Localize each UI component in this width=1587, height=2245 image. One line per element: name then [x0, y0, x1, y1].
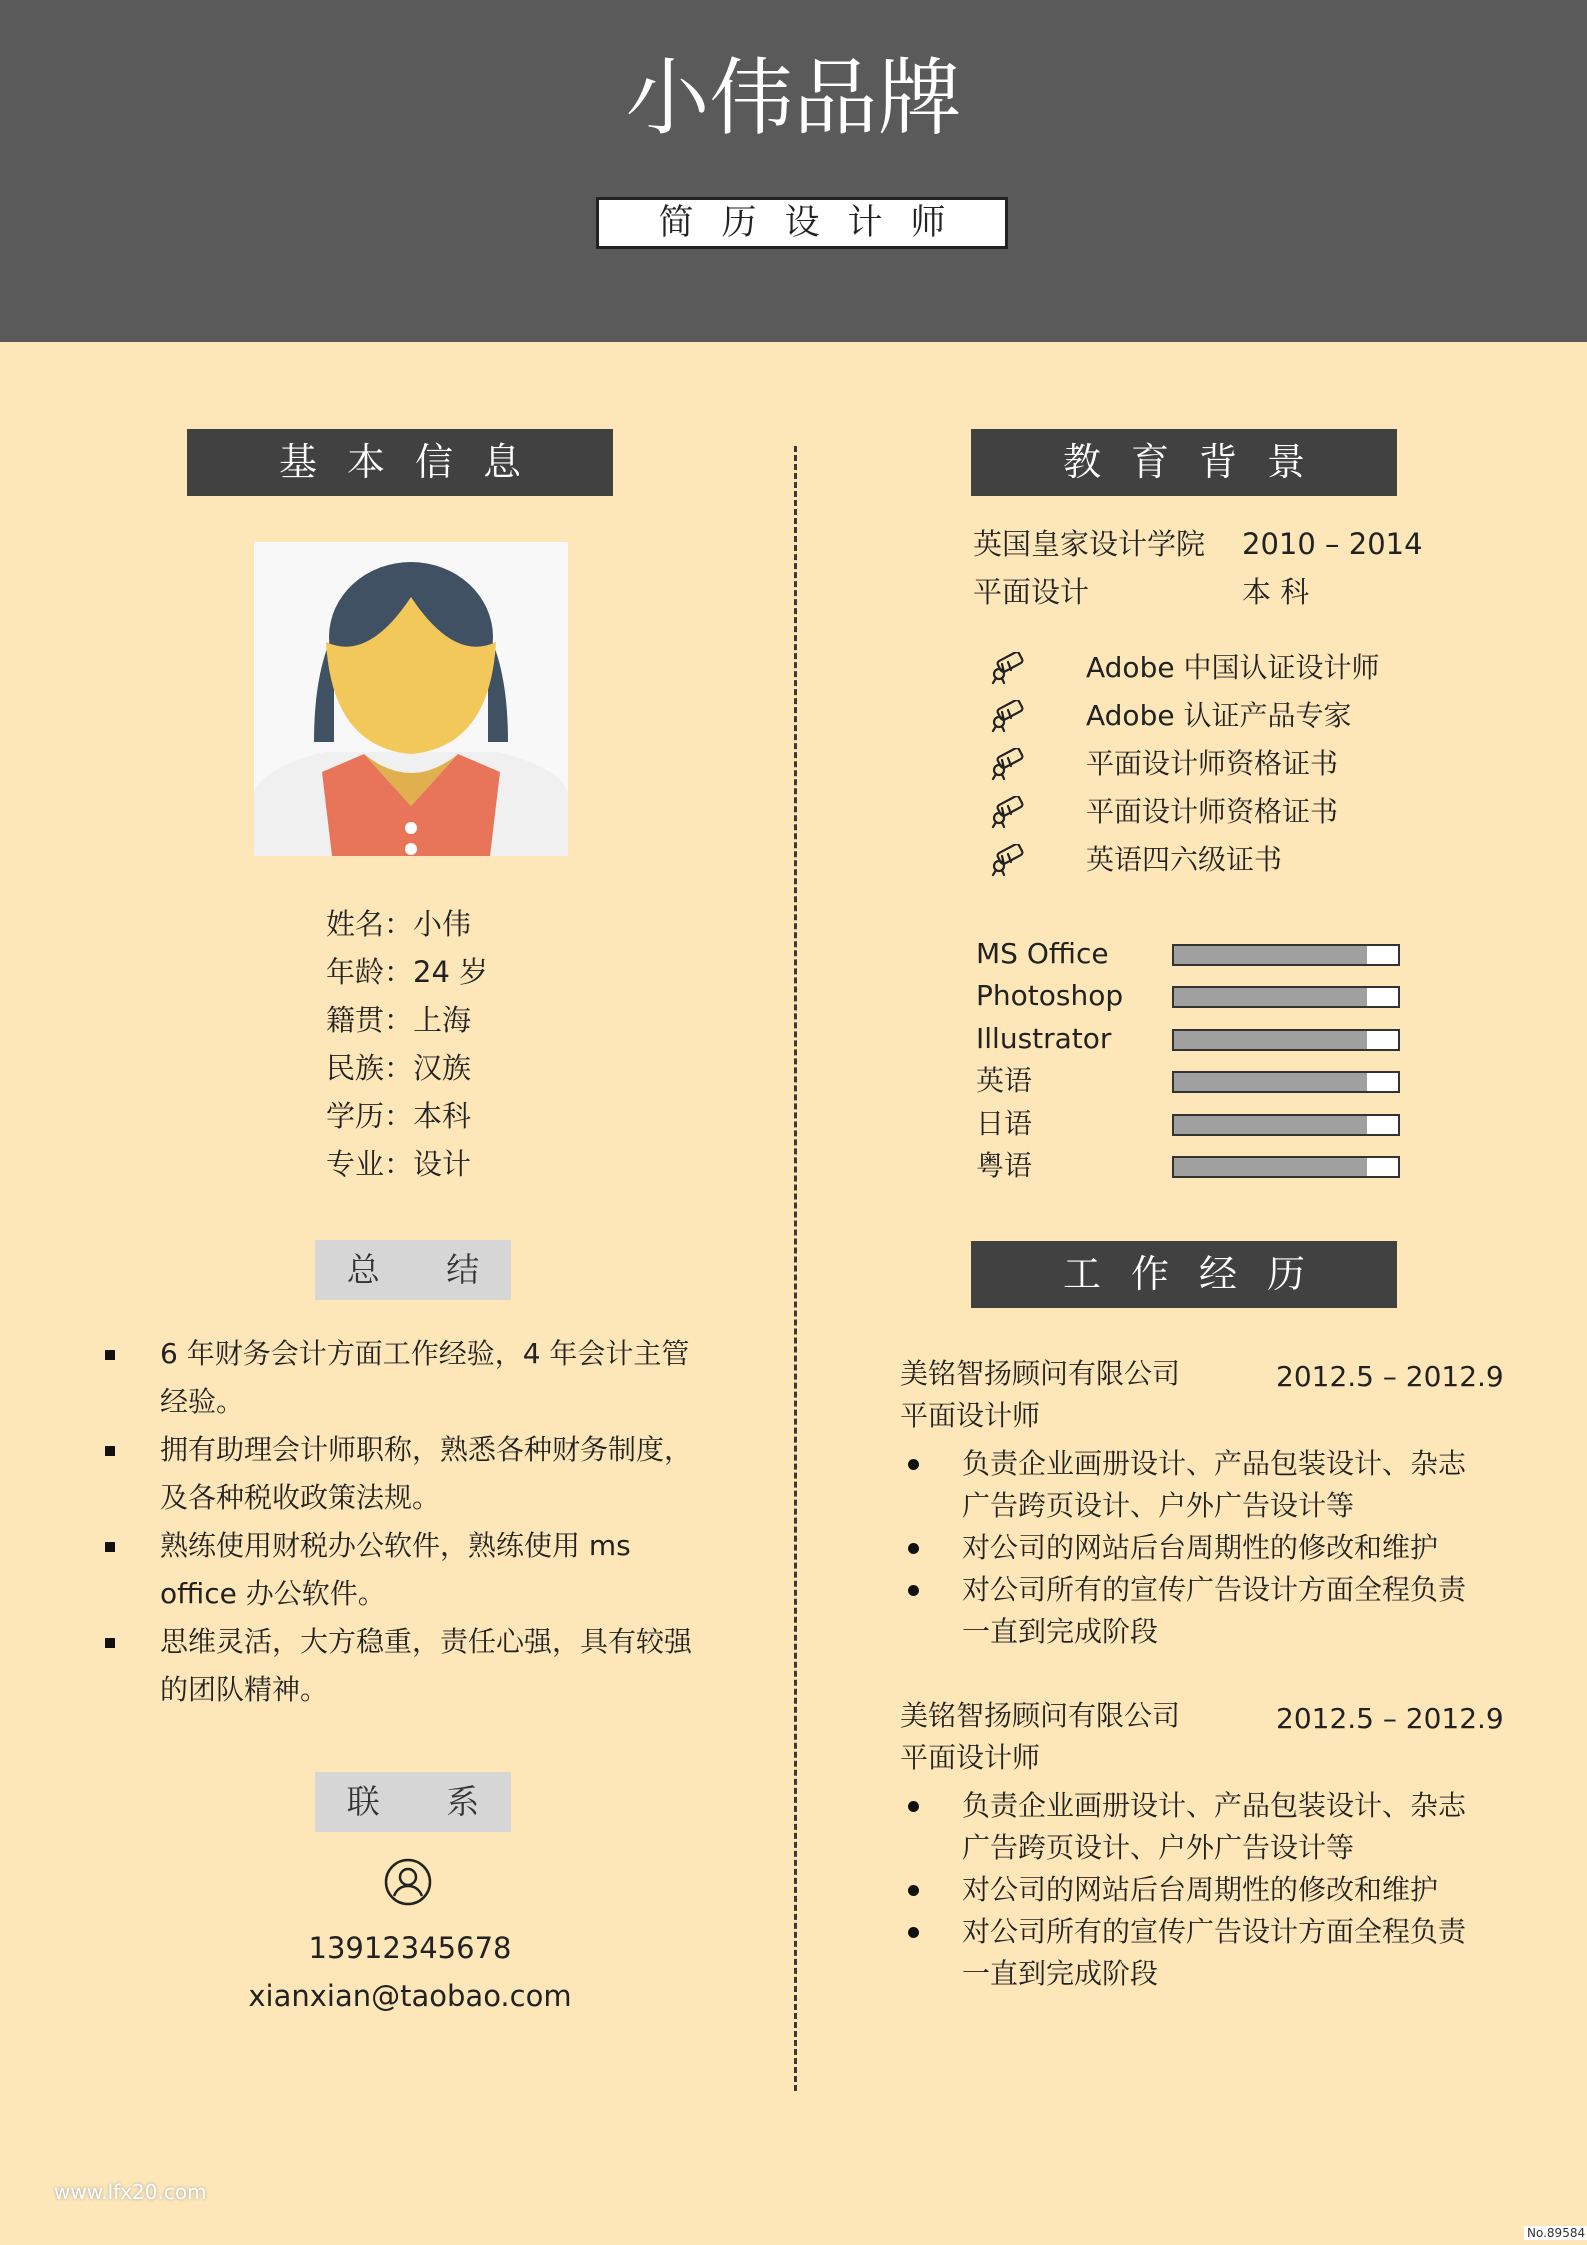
skill-label: 英语: [976, 1064, 1033, 1098]
certificate-label: 平面设计师资格证书: [1086, 747, 1339, 780]
skill-label: Photoshop: [976, 979, 1124, 1013]
skill-level-bar: [1172, 1029, 1400, 1051]
skill-level-bar: [1172, 944, 1400, 966]
skill-level-fill: [1174, 1116, 1367, 1134]
list-item: 负责企业画册设计、产品包装设计、杂志广告跨页设计、户外广告设计等: [900, 1785, 1480, 1869]
job-duties: [900, 1443, 1480, 1653]
square-bullet-icon: [105, 1446, 115, 1456]
job-company: 美铭智扬顾问有限公司: [900, 1699, 1181, 1732]
diploma-icon: [990, 700, 1026, 732]
contact-email: xianxian@taobao.com: [248, 1979, 572, 2013]
skill-level-bar: [1172, 1071, 1400, 1093]
list-item: 对公司的网站后台周期性的修改和维护: [900, 1527, 1480, 1569]
job-duties: [900, 1785, 1480, 1995]
round-bullet-icon: [908, 1885, 919, 1896]
diploma-icon: [990, 748, 1026, 780]
diploma-icon: [990, 796, 1026, 828]
info-name: 姓名：小伟: [326, 907, 472, 941]
job-dates: 2012.5 – 2012.9: [1276, 1702, 1504, 1735]
job-dates: 2012.5 – 2012.9: [1276, 1360, 1504, 1393]
site-watermark: www.lfx20.com: [54, 2180, 207, 2204]
skill-label: Illustrator: [976, 1021, 1112, 1055]
certificate-label: Adobe 中国认证设计师: [1086, 651, 1380, 684]
degree-name: 本 科: [1242, 575, 1310, 609]
skill-level-bar: [1172, 986, 1400, 1008]
round-bullet-icon: [908, 1543, 919, 1554]
list-item: 熟练使用财税办公软件，熟练使用 ms office 办公软件。: [100, 1522, 700, 1618]
list-item: 6 年财务会计方面工作经验，4 年会计主管经验。: [100, 1330, 700, 1426]
job-title: 平面设计师: [900, 1399, 1041, 1432]
skill-level-fill: [1174, 1158, 1367, 1176]
personal-info: [326, 900, 488, 1188]
certificate-label: 平面设计师资格证书: [1086, 795, 1339, 828]
job-company: 美铭智扬顾问有限公司: [900, 1357, 1181, 1390]
certificate-label: 英语四六级证书: [1086, 843, 1283, 876]
school-name: 英国皇家设计学院: [973, 527, 1206, 561]
skill-label: MS Office: [976, 937, 1109, 970]
section-summary: 总 结: [315, 1240, 511, 1300]
section-basic-info: 基本信息: [187, 429, 613, 496]
info-ethnicity: 民族：汉族: [326, 1051, 472, 1085]
list-item: 对公司所有的宣传广告设计方面全程负责一直到完成阶段: [900, 1569, 1480, 1653]
skill-level-bar: [1172, 1114, 1400, 1136]
square-bullet-icon: [105, 1638, 115, 1648]
list-item: 对公司的网站后台周期性的修改和维护: [900, 1869, 1480, 1911]
section-education: 教育背景: [971, 429, 1397, 496]
round-bullet-icon: [908, 1927, 919, 1938]
list-item: 思维灵活，大方稳重，责任心强，具有较强的团队精神。: [100, 1618, 700, 1714]
avatar: [254, 542, 568, 856]
user-circle-icon: [384, 1858, 432, 1906]
skill-level-fill: [1174, 1031, 1367, 1049]
column-divider: [794, 446, 797, 2091]
round-bullet-icon: [908, 1585, 919, 1596]
skill-level-fill: [1174, 946, 1367, 964]
section-contact: 联 系: [315, 1772, 511, 1832]
list-item: 拥有助理会计师职称，熟悉各种财务制度，及各种税收政策法规。: [100, 1426, 700, 1522]
avatar-icon: [254, 542, 568, 856]
skill-label: 粤语: [976, 1149, 1033, 1182]
info-education: 学历：本科: [326, 1099, 472, 1133]
school-years: 2010 – 2014: [1242, 527, 1423, 561]
square-bullet-icon: [105, 1542, 115, 1552]
round-bullet-icon: [908, 1801, 919, 1812]
info-hometown: 籍贯：上海: [326, 1003, 472, 1037]
skill-level-bar: [1172, 1156, 1400, 1178]
info-major: 专业：设计: [326, 1147, 472, 1181]
skill-level-fill: [1174, 1073, 1367, 1091]
list-item: 对公司所有的宣传广告设计方面全程负责一直到完成阶段: [900, 1911, 1480, 1995]
diploma-icon: [990, 652, 1026, 684]
list-item: 负责企业画册设计、产品包装设计、杂志广告跨页设计、户外广告设计等: [900, 1443, 1480, 1527]
major-name: 平面设计: [973, 575, 1090, 609]
skill-level-fill: [1174, 988, 1367, 1006]
round-bullet-icon: [908, 1459, 919, 1470]
contact-phone: 13912345678: [308, 1931, 512, 1965]
info-age: 年龄：24 岁: [326, 955, 489, 989]
diploma-icon: [990, 844, 1026, 876]
section-work: 工作经历: [971, 1241, 1397, 1308]
brand-title: 小伟品牌: [625, 49, 962, 147]
document-number: No.89584: [1524, 2226, 1587, 2240]
job-subtitle: 简历设计师: [596, 197, 1008, 249]
skill-label: 日语: [976, 1106, 1033, 1140]
job-title: 平面设计师: [900, 1741, 1041, 1774]
square-bullet-icon: [105, 1350, 115, 1360]
certificate-label: Adobe 认证产品专家: [1086, 699, 1352, 732]
summary-list: [100, 1330, 700, 1714]
